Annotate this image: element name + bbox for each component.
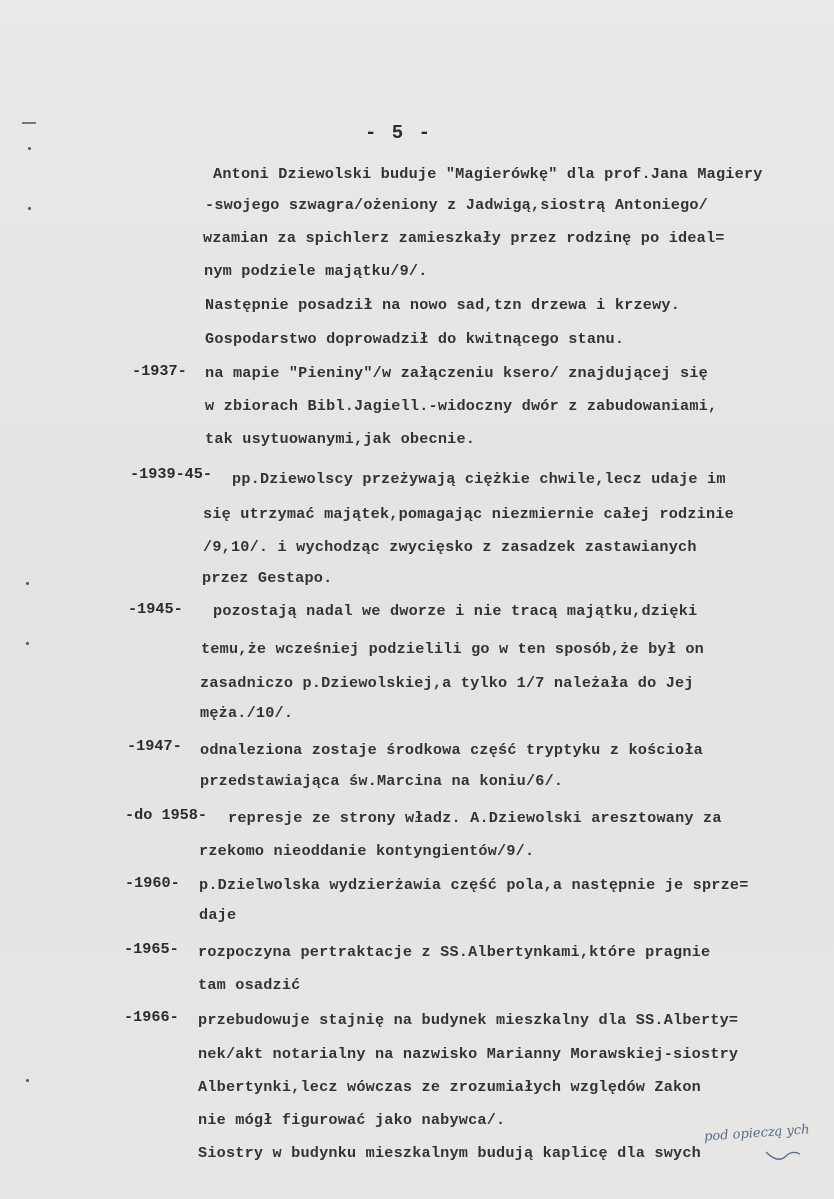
text-line: zasadniczo p.Dziewolskiej,a tylko 1/7 należała do Jej: [200, 674, 694, 692]
year-label-1937: -1937-: [132, 362, 187, 380]
text-line: temu,że wcześniej podzielili go w ten sposób,że był on: [201, 640, 704, 658]
text-line: pozostają nadal we dworze i nie tracą majątku,dzięki: [213, 602, 698, 620]
text-line: rozpoczyna pertraktacje z SS.Albertynkami,które pragnie: [198, 943, 711, 961]
text-line: p.Dzielwolska wydzierżawia część pola,a następnie je sprze=: [199, 876, 749, 894]
page-number: - 5 -: [365, 122, 433, 144]
year-label-1945: -1945-: [128, 600, 183, 618]
text-line: odnaleziona zostaje środkowa część tryptyku z kościoła: [200, 741, 703, 759]
text-line: -swojego szwagra/ożeniony z Jadwigą,siostrą Antoniego/: [205, 196, 708, 214]
year-label-1939-45: -1939-45-: [130, 465, 213, 483]
text-line: Gospodarstwo doprowadził do kwitnącego stanu.: [205, 330, 625, 348]
text-line: tak usytuowanymi,jak obecnie.: [205, 430, 476, 448]
text-line: Antoni Dziewolski buduje "Magierówkę" dla prof.Jana Magiery: [213, 165, 763, 183]
text-line: się utrzymać majątek,pomagając niezmiernie całej rodzinie: [203, 505, 734, 523]
text-line: Następnie posadził na nowo sad,tzn drzewa i krzewy.: [205, 296, 681, 314]
text-line: nek/akt notarialny na nazwisko Marianny Morawskiej-siostry: [198, 1045, 739, 1063]
year-label-1960: -1960-: [125, 874, 180, 892]
year-label-1958: -do 1958-: [125, 806, 208, 824]
text-line: Albertynki,lecz wówczas ze zrozumiałych względów Zakon: [198, 1078, 701, 1096]
text-line: męża./10/.: [200, 704, 294, 722]
text-line: rzekomo nieoddanie kontyngientów/9/.: [199, 842, 535, 860]
text-line: nym podziele majątku/9/.: [204, 262, 428, 280]
text-line: nie mógł figurować jako nabywca/.: [198, 1111, 506, 1129]
text-line: na mapie "Pieniny"/w załączeniu ksero/ znajdującej się: [205, 364, 708, 382]
year-label-1966: -1966-: [124, 1008, 179, 1026]
text-line: tam osadzić: [198, 976, 301, 994]
text-line: przedstawiająca św.Marcina na koniu/6/.: [200, 772, 564, 790]
text-line: pp.Dziewolscy przeżywają ciężkie chwile,lecz udaje im: [232, 470, 726, 488]
handwritten-caret-mark: [764, 1148, 804, 1168]
year-label-1965: -1965-: [124, 940, 179, 958]
text-line: represje ze strony władz. A.Dziewolski aresztowany za: [228, 809, 722, 827]
text-line: wzamian za spichlerz zamieszkały przez rodzinę po ideal=: [203, 229, 725, 247]
text-line: daje: [199, 906, 237, 924]
text-line: w zbiorach Bibl.Jagiell.-widoczny dwór z zabudowaniami,: [205, 397, 718, 415]
text-line: przebudowuje stajnię na budynek mieszkalny dla SS.Alberty=: [198, 1011, 739, 1029]
year-label-1947: -1947-: [127, 737, 182, 755]
text-line: Siostry w budynku mieszkalnym budują kaplicę dla swych: [198, 1144, 701, 1162]
text-line: przez Gestapo.: [202, 569, 333, 587]
handwritten-note: pod opieczą ych: [703, 1122, 811, 1145]
text-line: /9,10/. i wychodząc zwycięsko z zasadzek zastawianych: [203, 538, 697, 556]
